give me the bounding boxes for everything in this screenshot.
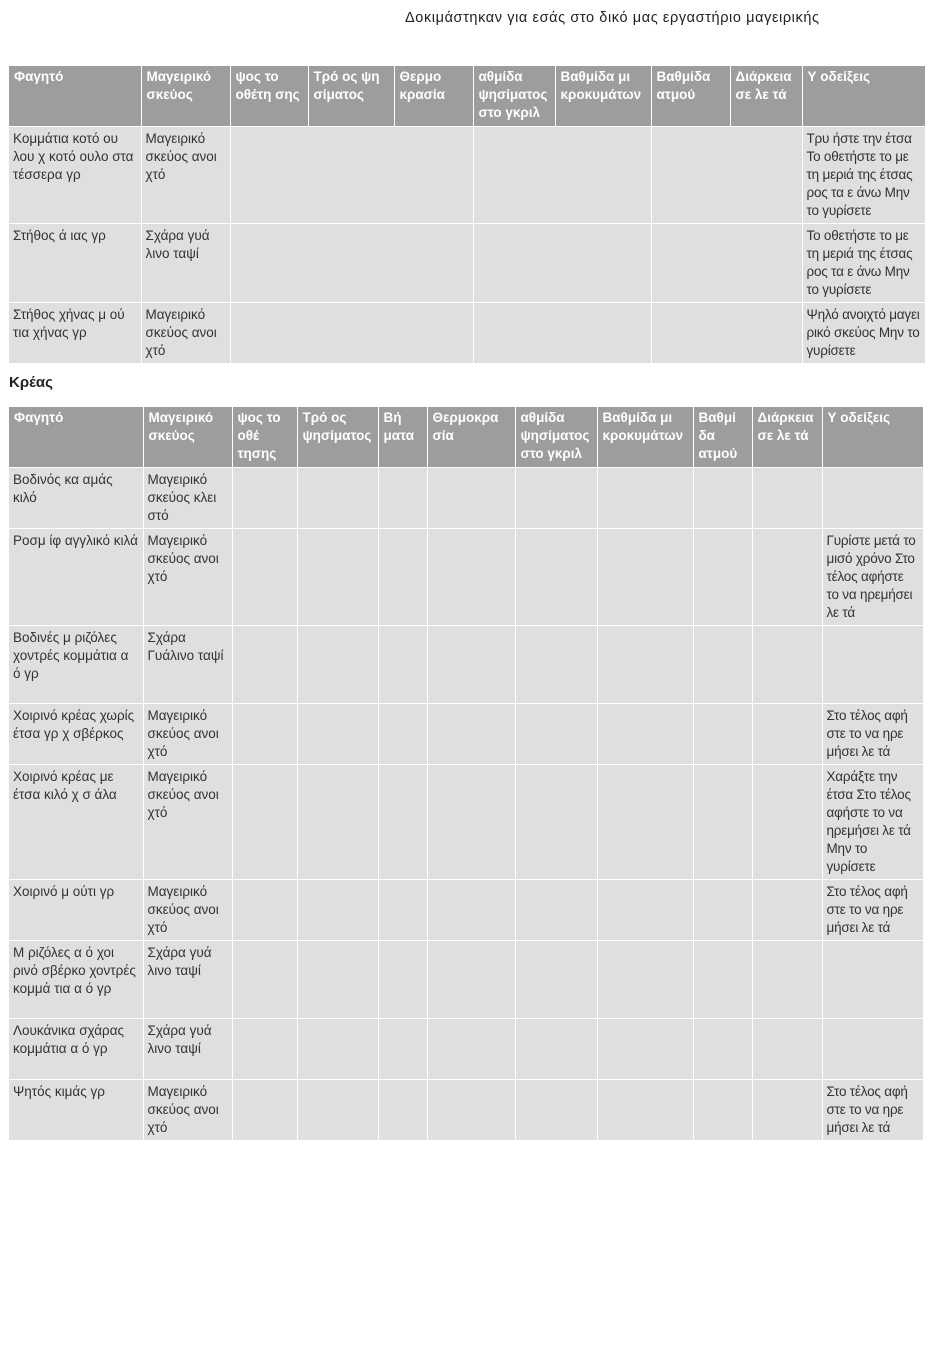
poultry-table (9, 66, 925, 364)
vessel-cell: Μαγειρικό σκεύος ανοι χτό (141, 302, 230, 363)
table-row (9, 703, 923, 764)
empty-cell (230, 126, 473, 223)
empty-cell (232, 703, 297, 764)
col-header: Διάρκεια σε λε τά (730, 66, 802, 126)
notes-cell: Στο τέλος αφή στε το να ηρε μήσει λε τά (822, 703, 923, 764)
empty-cell (752, 879, 822, 940)
empty-cell (693, 1079, 752, 1140)
empty-cell (693, 1018, 752, 1079)
empty-cell (297, 1018, 378, 1079)
notes-cell: Χαράξτε την έτσα Στο τέλος αφήστε το να ηρεμήσει λε τά Μην το γυρίσετε (822, 764, 923, 879)
empty-cell (597, 467, 693, 528)
empty-cell (651, 302, 802, 363)
empty-cell (473, 302, 651, 363)
empty-cell (752, 467, 822, 528)
notes-cell: Το οθετήστε το με τη μεριά της έτσας ρος τα ε άνω Μην το γυρίσετε (802, 223, 925, 302)
empty-cell (752, 703, 822, 764)
col-header: αθμίδα ψησίματος στο γκριλ (515, 407, 597, 467)
empty-cell (378, 764, 427, 879)
empty-cell (515, 1079, 597, 1140)
col-header: Τρό ος ψησίματος (297, 407, 378, 467)
vessel-cell: Μαγειρικό σκεύος ανοι χτό (143, 528, 232, 625)
empty-cell (297, 528, 378, 625)
table-row (9, 467, 923, 528)
table-row (9, 1079, 923, 1140)
col-header: ψος το οθέτη σης (230, 66, 308, 126)
col-header: Μαγειρικό σκεύος (143, 407, 232, 467)
empty-cell (597, 1079, 693, 1140)
food-cell: Στήθος ά ιας γρ (9, 223, 141, 302)
notes-cell: Στο τέλος αφή στε το να ηρε μήσει λε τά (822, 879, 923, 940)
empty-cell (515, 703, 597, 764)
page-header: Δοκιμάστηκαν για εσάς στο δικό μας εργαστήριο μαγειρικής (405, 10, 820, 26)
col-header: Φαγητό (9, 407, 143, 467)
col-header: Διάρκεια σε λε τά (752, 407, 822, 467)
empty-cell (232, 625, 297, 703)
col-header: Θερμοκρα σία (427, 407, 515, 467)
empty-cell (515, 467, 597, 528)
col-header: Μαγειρικό σκεύος (141, 66, 230, 126)
col-header: Υ οδείξεις (822, 407, 923, 467)
empty-cell (597, 625, 693, 703)
vessel-cell: Μαγειρικό σκεύος ανοι χτό (143, 879, 232, 940)
empty-cell (297, 625, 378, 703)
empty-cell (473, 126, 651, 223)
table-row (9, 940, 923, 1018)
vessel-cell: Μαγειρικό σκεύος ανοι χτό (143, 703, 232, 764)
empty-cell (378, 1079, 427, 1140)
empty-cell (693, 879, 752, 940)
notes-cell: Γυρίστε μετά το μισό χρόνο Στο τέλος αφήστε το να ηρεμήσει λε τά (822, 528, 923, 625)
empty-cell (378, 528, 427, 625)
vessel-cell: Μαγειρικό σκεύος ανοι χτό (143, 1079, 232, 1140)
empty-cell (427, 764, 515, 879)
table-row (9, 126, 925, 223)
empty-cell (378, 1018, 427, 1079)
empty-cell (693, 528, 752, 625)
empty-cell (693, 467, 752, 528)
empty-cell (693, 625, 752, 703)
empty-cell (427, 879, 515, 940)
empty-cell (597, 764, 693, 879)
empty-cell (297, 1079, 378, 1140)
col-header: Βαθμί δα ατμού (693, 407, 752, 467)
empty-cell (297, 879, 378, 940)
notes-cell (822, 467, 923, 528)
table-row (9, 764, 923, 879)
empty-cell (232, 1079, 297, 1140)
food-cell: Μ ριζόλες α ό χοι ρινό σβέρκο χοντρές κομμά τια α ό γρ (9, 940, 143, 1018)
col-header: Βή ματα (378, 407, 427, 467)
table-row (9, 528, 923, 625)
empty-cell (651, 223, 802, 302)
empty-cell (378, 940, 427, 1018)
food-cell: Χοιρινό μ ούτι γρ (9, 879, 143, 940)
empty-cell (752, 1018, 822, 1079)
empty-cell (515, 764, 597, 879)
empty-cell (232, 467, 297, 528)
empty-cell (515, 1018, 597, 1079)
notes-cell: Ψηλό ανοιχτό μαγει ρικό σκεύος Μην το γυρίσετε (802, 302, 925, 363)
vessel-cell: Σχάρα γυά λινο ταψί (143, 940, 232, 1018)
empty-cell (752, 625, 822, 703)
empty-cell (427, 625, 515, 703)
notes-cell: Τρυ ήστε την έτσα Το οθετήστε το με τη μεριά της έτσας ρος τα ε άνω Μην το γυρίσετε (802, 126, 925, 223)
vessel-cell: Μαγειρικό σκεύος ανοι χτό (141, 126, 230, 223)
empty-cell (597, 940, 693, 1018)
empty-cell (752, 940, 822, 1018)
empty-cell (597, 528, 693, 625)
food-cell: Λουκάνικα σχάρας κομμάτια α ό γρ (9, 1018, 143, 1079)
vessel-cell: Σχάρα γυά λινο ταψί (141, 223, 230, 302)
empty-cell (427, 940, 515, 1018)
empty-cell (427, 703, 515, 764)
food-cell: Κομμάτια κοτό ου λου χ κοτό ουλο στα τέσσερα γρ (9, 126, 141, 223)
empty-cell (378, 879, 427, 940)
empty-cell (427, 528, 515, 625)
empty-cell (232, 879, 297, 940)
empty-cell (693, 764, 752, 879)
notes-cell (822, 940, 923, 1018)
food-cell: Βοδινός κα αμάς κιλό (9, 467, 143, 528)
empty-cell (597, 1018, 693, 1079)
col-header: Τρό ος ψη σίματος (308, 66, 394, 126)
empty-cell (378, 625, 427, 703)
section-title-meat: Κρέας (9, 374, 53, 391)
col-header: Βαθμίδα ατμού (651, 66, 730, 126)
empty-cell (693, 703, 752, 764)
empty-cell (752, 764, 822, 879)
empty-cell (473, 223, 651, 302)
empty-cell (427, 467, 515, 528)
empty-cell (515, 528, 597, 625)
empty-cell (651, 126, 802, 223)
empty-cell (752, 528, 822, 625)
table-row (9, 625, 923, 703)
food-cell: Χοιρινό κρέας χωρίς έτσα γρ χ σβέρκος (9, 703, 143, 764)
empty-cell (297, 703, 378, 764)
empty-cell (230, 302, 473, 363)
empty-cell (232, 528, 297, 625)
table-row (9, 879, 923, 940)
empty-cell (515, 625, 597, 703)
empty-cell (597, 703, 693, 764)
vessel-cell: Μαγειρικό σκεύος ανοι χτό (143, 764, 232, 879)
empty-cell (230, 223, 473, 302)
col-header: Υ οδείξεις (802, 66, 925, 126)
empty-cell (427, 1079, 515, 1140)
empty-cell (693, 940, 752, 1018)
notes-cell (822, 625, 923, 703)
empty-cell (515, 940, 597, 1018)
table-header-row (9, 407, 923, 467)
meat-table (9, 407, 923, 1141)
vessel-cell: Μαγειρικό σκεύος κλει στό (143, 467, 232, 528)
food-cell: Ροσμ ίφ αγγλικό κιλά (9, 528, 143, 625)
empty-cell (297, 764, 378, 879)
col-header: Φαγητό (9, 66, 141, 126)
empty-cell (515, 879, 597, 940)
empty-cell (232, 940, 297, 1018)
empty-cell (427, 1018, 515, 1079)
table-row (9, 302, 925, 363)
food-cell: Στήθος χήνας μ ού τια χήνας γρ (9, 302, 141, 363)
col-header: Βαθμίδα μι κροκυμάτων (597, 407, 693, 467)
food-cell: Ψητός κιμάς γρ (9, 1079, 143, 1140)
notes-cell (822, 1018, 923, 1079)
col-header: αθμίδα ψησίματος στο γκριλ (473, 66, 555, 126)
empty-cell (378, 467, 427, 528)
empty-cell (232, 764, 297, 879)
empty-cell (597, 879, 693, 940)
food-cell: Βοδινές μ ριζόλες χοντρές κομμάτια α ό γρ (9, 625, 143, 703)
empty-cell (378, 703, 427, 764)
table-row (9, 223, 925, 302)
table-row (9, 1018, 923, 1079)
empty-cell (297, 940, 378, 1018)
col-header: ψος το οθέ τησης (232, 407, 297, 467)
empty-cell (297, 467, 378, 528)
empty-cell (752, 1079, 822, 1140)
vessel-cell: Σχάρα γυά λινο ταψί (143, 1018, 232, 1079)
vessel-cell: Σχάρα Γυάλινο ταψί (143, 625, 232, 703)
notes-cell: Στο τέλος αφή στε το να ηρε μήσει λε τά (822, 1079, 923, 1140)
table-header-row (9, 66, 925, 126)
col-header: Θερμο κρασία (394, 66, 473, 126)
empty-cell (232, 1018, 297, 1079)
col-header: Βαθμίδα μι κροκυμάτων (555, 66, 651, 126)
food-cell: Χοιρινό κρέας με έτσα κιλό χ σ άλα (9, 764, 143, 879)
